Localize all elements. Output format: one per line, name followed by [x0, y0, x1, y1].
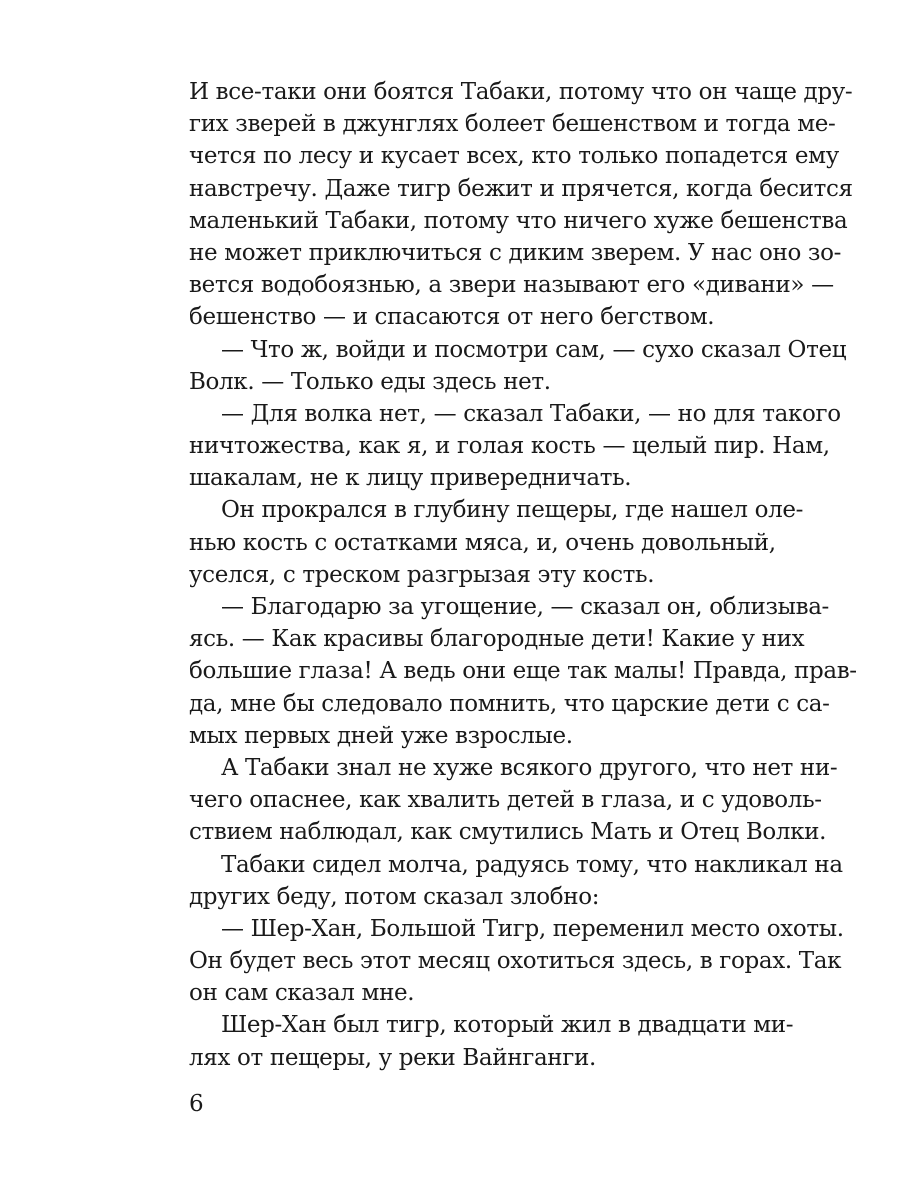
text-line: других беду, потом сказал злобно:: [189, 883, 600, 910]
text-line: не может приключиться с диким зверем. У нас оно зо-: [189, 239, 842, 266]
text-line: — Благодарю за угощение, — сказал он, облизыва-: [221, 594, 829, 620]
text-line: Табаки сидел молча, радуясь тому, что накликал на: [221, 851, 843, 878]
text-line: маленький Табаки, потому что ничего хуже бешенства: [189, 207, 848, 234]
text-line: Он прокрался в глубину пещеры, где нашел оле-: [221, 497, 804, 524]
text-line: бешенство — и спасаются от него бегством.: [189, 304, 715, 331]
text-line: — Шер-Хан, Большой Тигр, переменил место охоты.: [221, 915, 844, 942]
text-line: ствием наблюдал, как смутились Мать и Отец Волки.: [189, 819, 827, 846]
text-line: Он будет весь этот месяц охотиться здесь, в горах. Так: [189, 948, 842, 975]
text-line: да, мне бы следовало помнить, что царские дети с са-: [189, 690, 830, 717]
text-line: большие глаза! А ведь они еще так малы! Правда, прав-: [189, 658, 857, 685]
text-line: вется водобоязнью, а звери называют его «дивани» —: [189, 272, 834, 299]
text-line: нью кость с остатками мяса, и, очень довольный,: [189, 529, 776, 556]
text-line: лях от пещеры, у реки Вайнганги.: [189, 1044, 596, 1071]
text-line: навстречу. Даже тигр бежит и прячется, когда бесится: [189, 175, 853, 202]
text-line: мых первых дней уже взрослые.: [189, 722, 573, 749]
text-line: ясь. — Как красивы благородные дети! Какие у них: [189, 626, 805, 653]
text-line: — Что ж, войди и посмотри сам, — сухо сказал Отец: [221, 336, 847, 363]
text-line: гих зверей в джунглях болеет бешенством и тогда ме-: [189, 111, 836, 138]
text-line: чется по лесу и кусает всех, кто только попадется ему: [189, 143, 839, 170]
text-line: ничтожества, как я, и голая кость — целый пир. Нам,: [189, 433, 830, 460]
text-line: Шер-Хан был тигр, который жил в двадцати ми-: [221, 1012, 794, 1039]
body-text: [189, 76, 857, 1074]
text-line: А Табаки знал не хуже всякого другого, что нет ни-: [221, 754, 838, 781]
text-line: чего опаснее, как хвалить детей в глаза, и с удоволь-: [189, 787, 822, 814]
text-line: — Для волка нет, — сказал Табаки, — но для такого: [221, 400, 841, 427]
text-line: уселся, с треском разгрызая эту кость.: [189, 561, 655, 588]
text-line: шакалам, не к лицу привередничать.: [189, 465, 632, 492]
text-line: он сам сказал мне.: [189, 980, 415, 1007]
text-line: Волк. — Только еды здесь нет.: [189, 368, 551, 395]
page-number: 6: [189, 1091, 204, 1117]
text-line: И все-таки они боятся Табаки, потому что он чаще дру-: [189, 79, 853, 105]
